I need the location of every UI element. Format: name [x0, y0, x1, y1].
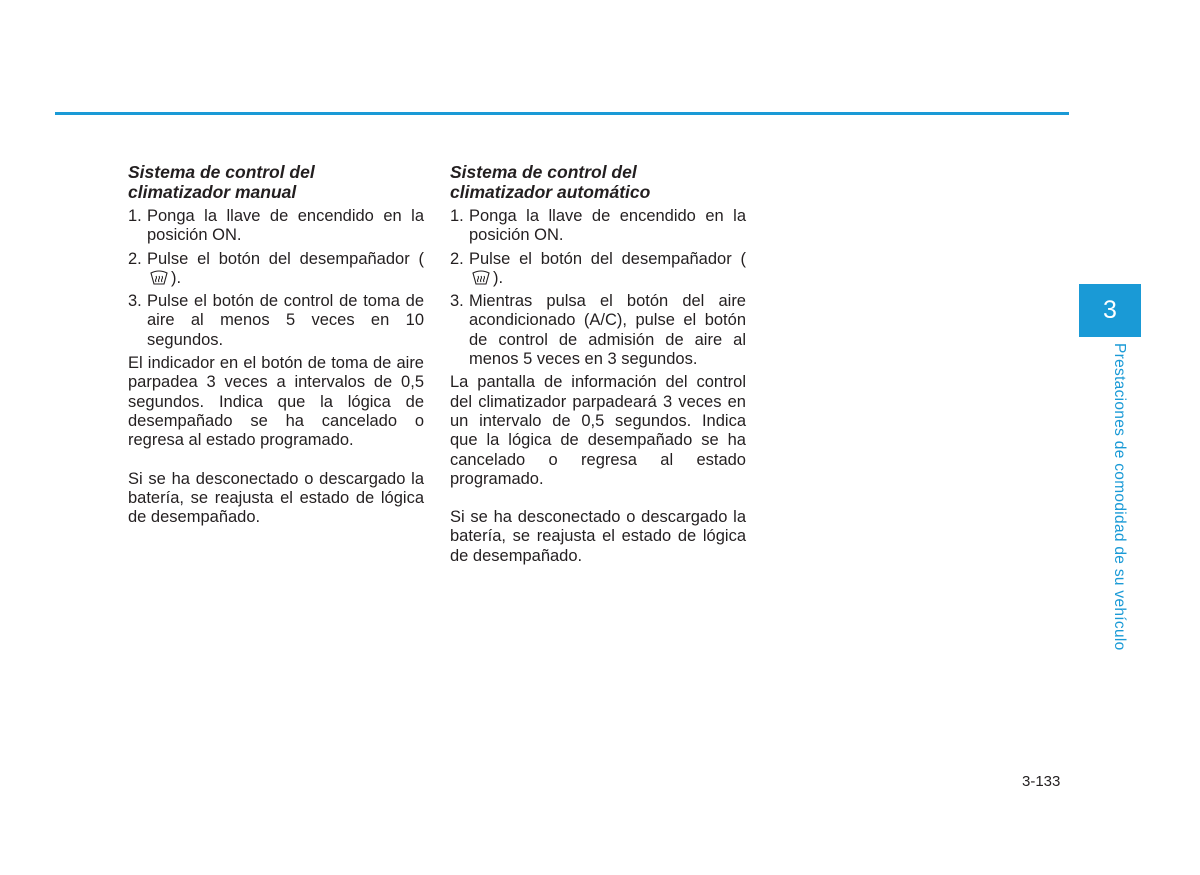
step-1: 1. Ponga la llave de encendido en la posición ON.: [128, 207, 424, 245]
step-2: 2. Pulse el botón del desempañador ().: [450, 249, 746, 287]
battery-paragraph: Si se ha desconectado o descargado la batería, se reajusta el estado de lógica de desempañado.: [450, 508, 746, 565]
section-heading: Sistema de control del climatizador automático: [450, 162, 651, 202]
indicator-paragraph: El indicador en el botón de toma de aire parpadea 3 veces a intervalos de 0,5 segundos. Indica que la lógica de desempañado se ha cancelado o regresa al estado programado.: [128, 354, 424, 450]
section-heading: Sistema de control del climatizador manual: [128, 162, 315, 202]
step-3: 3. Mientras pulsa el botón del aire acondicionado (A/C), pulse el botón de control de admisión de aire al menos 5 veces en 3 segundos.: [450, 292, 746, 369]
manual-climate-section: [128, 162, 424, 531]
battery-paragraph: Si se ha desconectado o descargado la batería, se reajusta el estado de lógica de desempañado.: [128, 469, 424, 527]
display-paragraph: La pantalla de información del control del climatizador parpadeará 3 veces en un intervalo de 0,5 segundos. Indica que la lógica de desempañado se ha cancelado o regresa al estado programado.: [450, 373, 746, 488]
automatic-climate-section: [450, 162, 746, 570]
chapter-number-tab: 3: [1079, 284, 1141, 337]
front-defroster-icon: [470, 270, 492, 286]
step-1: 1. Ponga la llave de encendido en la posición ON.: [450, 207, 746, 245]
front-defroster-icon: [148, 270, 170, 286]
header-rule: [55, 112, 1069, 115]
chapter-title: Prestaciones de comodidad de su vehículo: [1111, 343, 1128, 651]
step-3: 3. Pulse el botón de control de toma de aire al menos 5 veces en 10 segundos.: [128, 292, 424, 349]
page-number: 3-133: [1022, 773, 1061, 790]
step-2: 2. Pulse el botón del desempañador ().: [128, 249, 424, 287]
